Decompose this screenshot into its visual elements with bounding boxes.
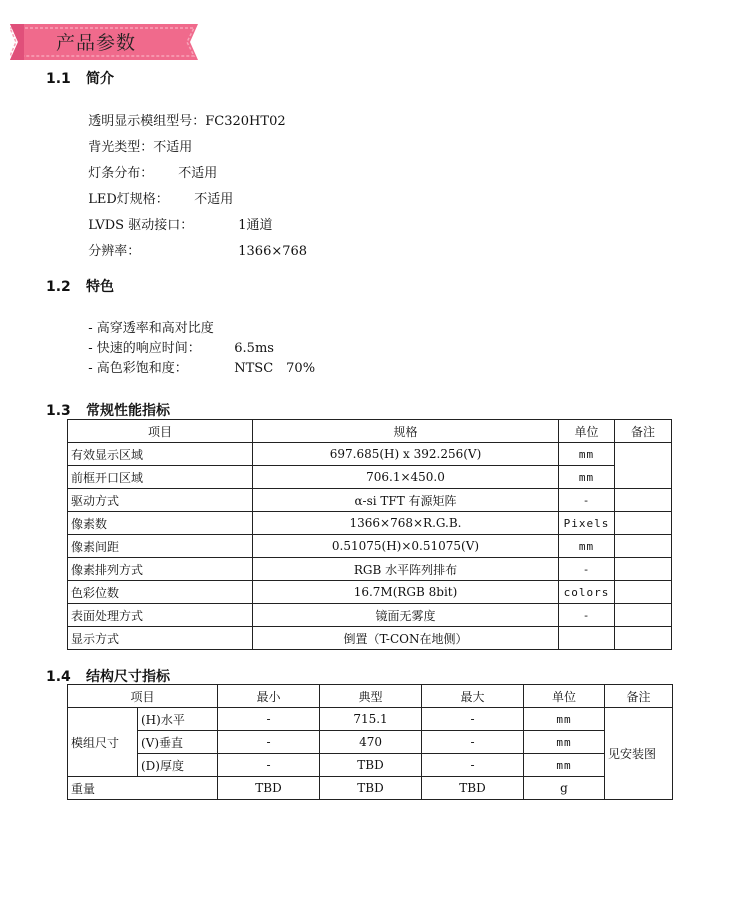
cell-text: - 高色彩饱和度： bbox=[88, 361, 188, 376]
cell-text: 典型 bbox=[320, 685, 422, 708]
cell-text: RGB 水平阵列排布 bbox=[253, 558, 559, 581]
cell-text: 备注 bbox=[605, 685, 673, 708]
section-1-4-title bbox=[46, 666, 170, 686]
cell-text: 灯条分布： bbox=[88, 166, 154, 181]
cell-text: mm bbox=[559, 443, 615, 466]
cell-text: 表面处理方式 bbox=[68, 604, 253, 627]
cell-text: 715.1 bbox=[320, 708, 422, 731]
table-row bbox=[68, 443, 672, 466]
table-cell bbox=[615, 535, 672, 558]
table-row bbox=[68, 489, 672, 512]
cell-text: LED灯规格： bbox=[88, 192, 169, 207]
cell-text: TBD bbox=[422, 777, 524, 800]
table-row bbox=[68, 581, 672, 604]
section-1-2-title bbox=[46, 276, 114, 296]
cell-text: 1.4 bbox=[46, 669, 71, 685]
cell-text: - bbox=[422, 731, 524, 754]
table-cell bbox=[615, 558, 672, 581]
cell-text: TBD bbox=[320, 777, 422, 800]
cell-text: 特色 bbox=[86, 279, 114, 295]
cell-text: α-si TFT 有源矩阵 bbox=[253, 489, 559, 512]
cell-text: 1366×768×R.G.B. bbox=[253, 512, 559, 535]
note-cell: 见安装图 bbox=[605, 708, 673, 800]
cell-text: 1366×768 bbox=[238, 244, 308, 259]
cell-text: colors bbox=[559, 581, 615, 604]
cell-text: g bbox=[524, 777, 605, 800]
cell-text: - bbox=[218, 731, 320, 754]
table-row bbox=[68, 627, 672, 650]
cell-text: 1通道 bbox=[238, 218, 273, 233]
spec-resolution bbox=[80, 225, 307, 259]
table-row bbox=[68, 777, 673, 800]
cell-text: mm bbox=[559, 535, 615, 558]
cell-text: FC320HT02 bbox=[205, 114, 286, 129]
section-banner bbox=[10, 24, 198, 60]
cell-text: 镜面无雾度 bbox=[253, 604, 559, 627]
table-row bbox=[68, 535, 672, 558]
cell-text: 1.3 bbox=[46, 403, 71, 419]
cell-text: NTSC 70% bbox=[234, 361, 316, 376]
cell-text: 6.5ms bbox=[234, 341, 274, 356]
cell-text: 背光类型： bbox=[88, 140, 154, 155]
cell-text: - bbox=[559, 558, 615, 581]
cell-text: 最小 bbox=[218, 685, 320, 708]
performance-table bbox=[67, 419, 672, 650]
section-1-3-title bbox=[46, 400, 170, 420]
cell-text: mm bbox=[524, 708, 605, 731]
table-cell bbox=[615, 512, 672, 535]
cell-text: 最大 bbox=[422, 685, 524, 708]
cell-text: 1.2 bbox=[46, 279, 71, 295]
cell-text: mm bbox=[559, 466, 615, 489]
cell-text: 不适用 bbox=[194, 192, 234, 207]
section-1-1-title bbox=[46, 68, 114, 88]
cell-text: 驱动方式 bbox=[68, 489, 253, 512]
cell-text: 项目 bbox=[68, 420, 253, 443]
cell-text: 色彩位数 bbox=[68, 581, 253, 604]
cell-text: (D)厚度 bbox=[138, 754, 218, 777]
cell-text: 697.685(H) x 392.256(V) bbox=[253, 443, 559, 466]
table-row bbox=[68, 731, 673, 754]
cell-text: 分辨率： bbox=[88, 244, 141, 259]
cell-text: 像素排列方式 bbox=[68, 558, 253, 581]
cell-text: 备注 bbox=[615, 420, 672, 443]
banner-title: 产品参数 bbox=[56, 32, 137, 54]
table-cell bbox=[615, 604, 672, 627]
cell-text: 结构尺寸指标 bbox=[86, 669, 170, 685]
cell-text: 常规性能指标 bbox=[86, 403, 170, 419]
cell-text: - bbox=[218, 754, 320, 777]
table-row bbox=[68, 512, 672, 535]
table-cell bbox=[615, 489, 672, 512]
cell-text: 重量 bbox=[68, 777, 218, 800]
cell-text: 不适用 bbox=[153, 140, 193, 155]
cell-text: - 快速的响应时间： bbox=[88, 341, 201, 356]
cell-text: 有效显示区域 bbox=[68, 443, 253, 466]
table-cell bbox=[615, 581, 672, 604]
table-row bbox=[68, 558, 672, 581]
table-cell bbox=[615, 627, 672, 650]
cell-text: 项目 bbox=[68, 685, 218, 708]
cell-text: mm bbox=[524, 731, 605, 754]
group-label: 模组尺寸 bbox=[68, 708, 138, 777]
table-row bbox=[68, 604, 672, 627]
cell-text: 像素间距 bbox=[68, 535, 253, 558]
cell-text: (H)水平 bbox=[138, 708, 218, 731]
cell-text: Pixels bbox=[559, 512, 615, 535]
cell-text: 单位 bbox=[559, 420, 615, 443]
table-row bbox=[68, 466, 672, 489]
cell-text: 1.1 bbox=[46, 71, 71, 87]
feature-item bbox=[80, 342, 315, 376]
table-row bbox=[68, 754, 673, 777]
cell-text: - 高穿透率和高对比度 bbox=[88, 321, 214, 336]
cell-text: 像素数 bbox=[68, 512, 253, 535]
dimension-table bbox=[67, 684, 673, 800]
cell-text: (V)垂直 bbox=[138, 731, 218, 754]
cell-text: 规格 bbox=[253, 420, 559, 443]
cell-text: 单位 bbox=[524, 685, 605, 708]
cell-text: 显示方式 bbox=[68, 627, 253, 650]
cell-text: - bbox=[559, 604, 615, 627]
cell-text: 前框开口区域 bbox=[68, 466, 253, 489]
cell-text: 16.7M(RGB 8bit) bbox=[253, 581, 559, 604]
table-header-row bbox=[68, 685, 673, 708]
cell-text: 不适用 bbox=[178, 166, 218, 181]
cell-text: 简介 bbox=[86, 71, 114, 87]
cell-text: 706.1×450.0 bbox=[253, 466, 559, 489]
cell-text: mm bbox=[524, 754, 605, 777]
table-row bbox=[68, 708, 673, 731]
cell-text bbox=[559, 627, 615, 650]
cell-text: TBD bbox=[218, 777, 320, 800]
cell-text: TBD bbox=[320, 754, 422, 777]
cell-text: 0.51075(H)×0.51075(V) bbox=[253, 535, 559, 558]
cell-text: 倒置（T-CON在地侧） bbox=[253, 627, 559, 650]
cell-text: LVDS 驱动接口： bbox=[88, 218, 194, 233]
cell-text: - bbox=[422, 754, 524, 777]
cell-text: - bbox=[559, 489, 615, 512]
cell-text: - bbox=[218, 708, 320, 731]
cell-text: 透明显示模组型号： bbox=[88, 114, 206, 129]
cell-text: 470 bbox=[320, 731, 422, 754]
remark-cell bbox=[615, 443, 672, 489]
table-header-row bbox=[68, 420, 672, 443]
cell-text: - bbox=[422, 708, 524, 731]
